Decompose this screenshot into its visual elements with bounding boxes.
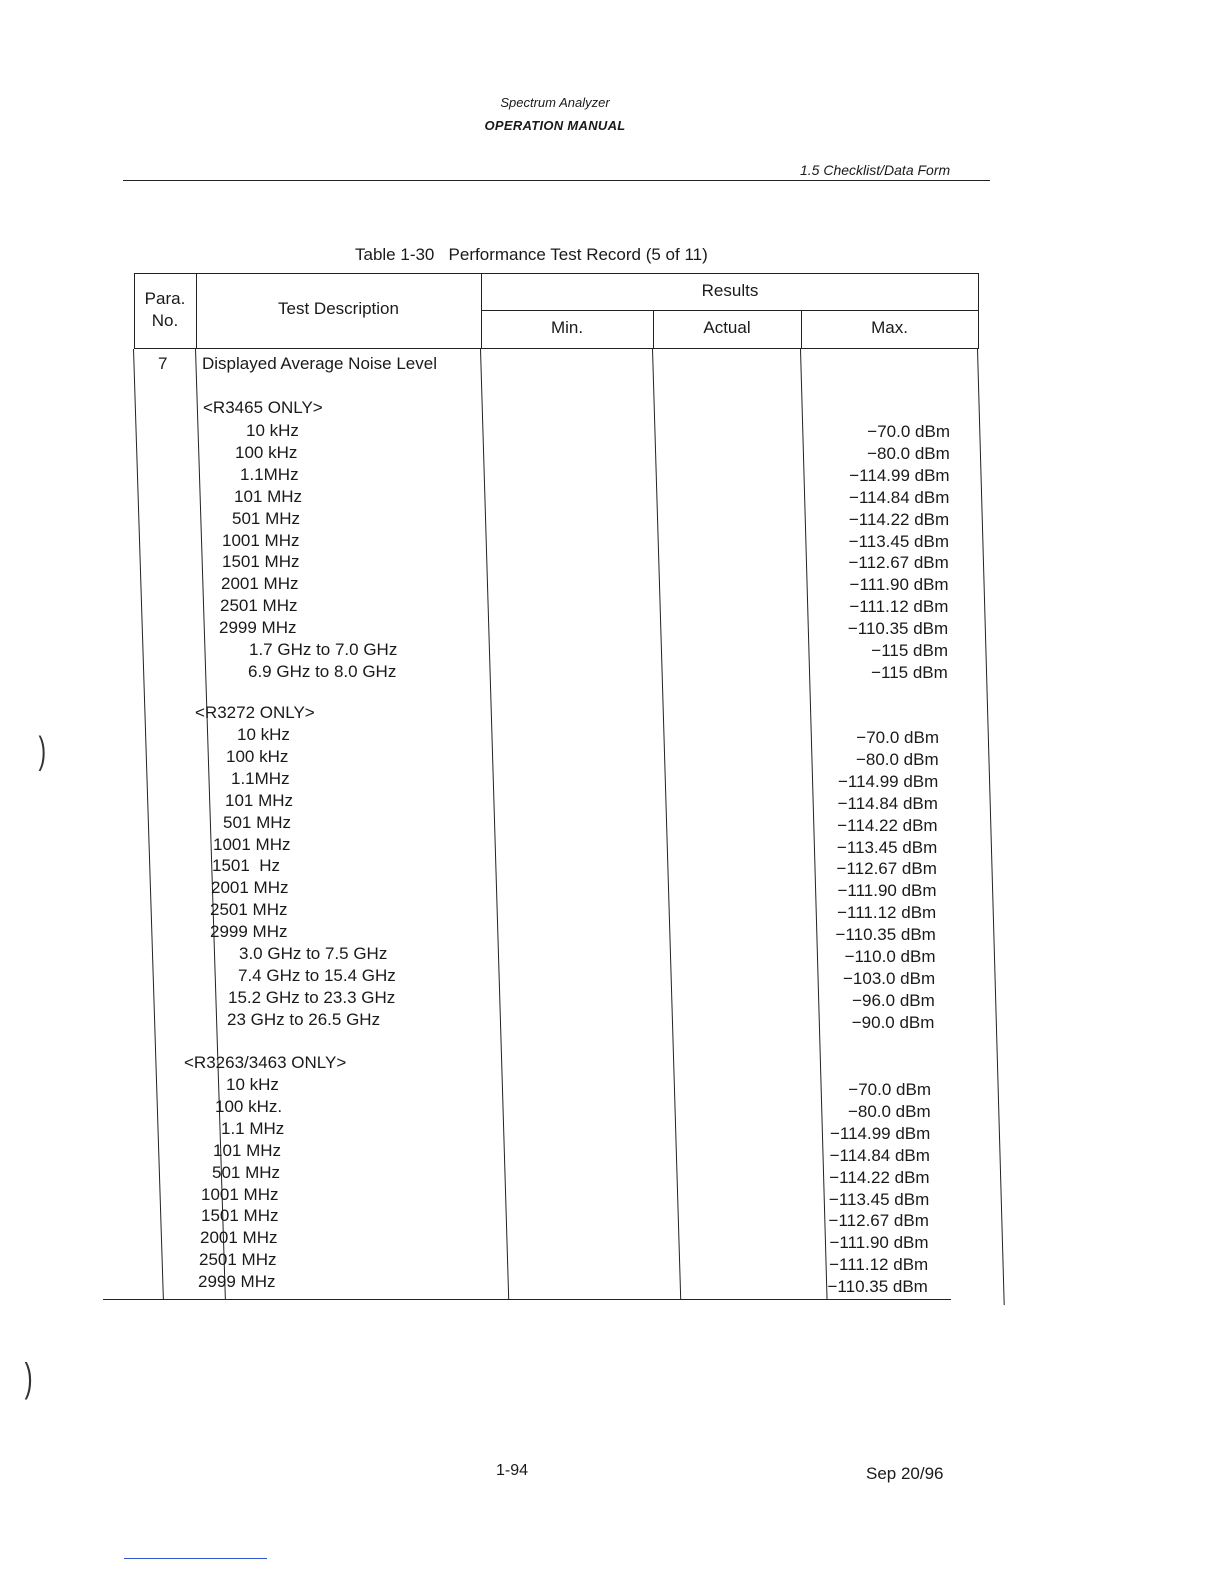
footer-link-line <box>124 1558 267 1559</box>
frequency-label: 2501 MHz <box>199 1250 277 1270</box>
col-para: Para. No. <box>144 289 186 330</box>
max-noise-value: −115 dBm <box>871 641 948 660</box>
revision-date: Sep 20/96 <box>866 1464 944 1483</box>
table-top-border <box>134 273 979 274</box>
frequency-label: 100 kHz <box>226 746 289 766</box>
max-noise-value: −111.90 dBm <box>849 575 949 595</box>
max-noise-value: −110.35 dBm <box>827 1277 928 1297</box>
max-noise-value: −114.22 dBm <box>829 1167 930 1187</box>
max-noise-value: −111.12 dBm <box>837 903 937 923</box>
max-noise-value: −70.0 dBm <box>848 1080 931 1099</box>
frequency-label: 1001 MHz <box>201 1184 279 1204</box>
col-description: Test Description <box>278 299 399 318</box>
frequency-label: 2001 MHz <box>221 574 299 594</box>
frequency-label: 6.9 GHz to 8.0 GHz <box>248 661 397 681</box>
frequency-label: 2501 MHz <box>220 596 298 616</box>
desc-divider <box>480 349 509 1299</box>
max-noise-value: −114.22 dBm <box>848 509 950 529</box>
page-number: 1-94 <box>496 1462 529 1479</box>
frequency-label: 3.0 GHz to 7.5 GHz <box>239 944 388 963</box>
left-border-header <box>134 273 135 349</box>
para-number: 7 <box>158 354 168 373</box>
frequency-label: 10 kHz <box>246 421 299 440</box>
max-noise-value: −114.99 dBm <box>837 771 939 791</box>
max-noise-value: −110.35 dBm <box>835 925 936 945</box>
max-noise-value: −114.84 dBm <box>849 487 950 507</box>
header-title: Spectrum Analyzer <box>500 95 610 110</box>
max-noise-value: −113.45 dBm <box>828 1189 930 1209</box>
header-rule <box>123 180 990 181</box>
frequency-label: 15.2 GHz to 23.3 GHz <box>228 987 396 1007</box>
max-noise-value: −80.0 dBm <box>867 443 950 463</box>
frequency-label: 1501 MHz <box>201 1206 279 1226</box>
frequency-label: 101 MHz <box>225 790 294 810</box>
frequency-label: 1.1MHz <box>231 768 290 788</box>
frequency-label: 100 kHz. <box>215 1096 283 1116</box>
col-max: Max. <box>871 318 908 337</box>
max-noise-value: −115 dBm <box>871 662 948 682</box>
max-noise-value: −70.0 dBm <box>856 728 939 747</box>
col-actual: Actual <box>703 318 751 337</box>
frequency-label: 2999 MHz <box>219 618 297 638</box>
frequency-label: 10 kHz <box>226 1075 279 1094</box>
header-bottom-border <box>134 348 979 349</box>
col-results: Results <box>701 281 759 300</box>
table-caption: Table 1-30 Performance Test Record (5 of 11) <box>355 245 708 264</box>
max-noise-value: −113.45 dBm <box>848 531 949 551</box>
frequency-label: 2999 MHz <box>210 922 288 942</box>
max-noise-value: −114.84 dBm <box>837 793 938 813</box>
binding-hole-mark: ) <box>38 730 47 772</box>
frequency-label: 10 kHz <box>237 725 290 744</box>
max-noise-value: −114.22 dBm <box>837 815 938 835</box>
max-noise-value: −114.99 dBm <box>849 465 950 485</box>
frequency-label: 501 MHz <box>223 812 292 832</box>
frequency-label: 7.4 GHz to 15.4 GHz <box>238 965 396 985</box>
frequency-label: 101 MHz <box>213 1140 282 1160</box>
frequency-label: 1501 Hz <box>212 856 281 876</box>
max-noise-value: −112.67 dBm <box>848 553 949 573</box>
frequency-label: 1501 MHz <box>222 552 300 572</box>
header-subtitle: OPERATION MANUAL <box>484 118 626 133</box>
frequency-label: 23 GHz to 26.5 GHz <box>227 1009 381 1029</box>
max-noise-value: −80.0 dBm <box>855 749 939 769</box>
model-group-label: <R3272 ONLY> <box>195 703 315 722</box>
max-noise-value: −112.67 dBm <box>828 1211 929 1231</box>
max-noise-value: −80.0 dBm <box>847 1101 931 1121</box>
frequency-label: 100 kHz <box>235 442 298 462</box>
results-divider <box>481 310 978 311</box>
frequency-label: 2001 MHz <box>200 1228 278 1248</box>
max-noise-value: −112.67 dBm <box>836 859 937 879</box>
max-noise-value: −111.12 dBm <box>829 1255 929 1275</box>
max-noise-value: −110.0 dBm <box>844 947 936 966</box>
section-label: 1.5 Checklist/Data Form <box>800 162 951 178</box>
model-group-label: <R3465 ONLY> <box>203 398 323 417</box>
frequency-label: 501 MHz <box>232 508 301 528</box>
frequency-label: 2501 MHz <box>210 900 288 920</box>
frequency-label: 1.1 MHz <box>221 1118 285 1138</box>
max-noise-value: −113.45 dBm <box>836 837 938 857</box>
max-noise-value: −114.84 dBm <box>829 1145 930 1165</box>
frequency-label: 1001 MHz <box>213 834 291 854</box>
frequency-label: 2999 MHz <box>198 1272 276 1292</box>
frequency-label: 501 MHz <box>212 1162 281 1182</box>
max-noise-value: −111.90 dBm <box>837 881 937 901</box>
max-noise-value: −96.0 dBm <box>852 990 935 1010</box>
row-title: Displayed Average Noise Level <box>202 354 437 373</box>
max-noise-value: −90.0 dBm <box>851 1012 935 1032</box>
frequency-label: 1.1MHz <box>240 464 299 484</box>
frequency-label: 1001 MHz <box>222 530 300 550</box>
right-border-header <box>978 273 979 349</box>
max-noise-value: −110.35 dBm <box>847 619 949 639</box>
table-bottom-border <box>103 1299 951 1300</box>
binding-hole-mark: ) <box>24 1356 33 1400</box>
right-border <box>977 349 1005 1305</box>
max-noise-value: −114.99 dBm <box>829 1123 931 1143</box>
max-noise-value: −111.12 dBm <box>849 597 949 617</box>
max-noise-value: −103.0 dBm <box>842 968 936 988</box>
min-divider <box>652 349 681 1299</box>
frequency-label: 2001 MHz <box>211 878 289 898</box>
max-noise-value: −111.90 dBm <box>829 1233 929 1253</box>
max-noise-value: −70.0 dBm <box>867 422 950 441</box>
frequency-label: 101 MHz <box>234 486 303 506</box>
frequency-label: 1.7 GHz to 7.0 GHz <box>249 640 398 659</box>
col-min: Min. <box>550 318 584 337</box>
left-border <box>133 349 164 1299</box>
model-group-label: <R3263/3463 ONLY> <box>184 1053 347 1072</box>
